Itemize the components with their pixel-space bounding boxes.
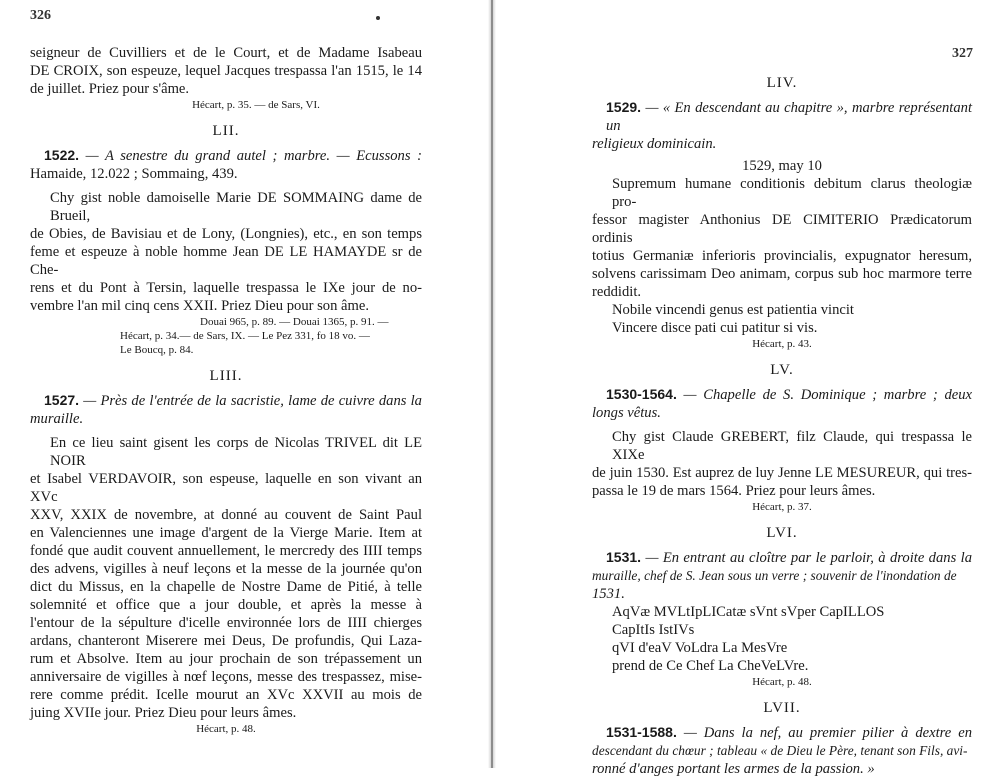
entry-desc <box>30 391 422 410</box>
text-line: l'entour de la sépulture d'icelle environnée lors de IIII chierges <box>30 615 422 631</box>
entry-desc-text: descendant du chœur ; tableau « de Dieu le Père, tenant son Fils, avi- <box>592 743 968 758</box>
entry-year: 1531-1588. <box>606 724 677 740</box>
entry-desc-text: 1531. <box>592 586 625 602</box>
entry-heading: LVII. <box>763 700 801 716</box>
entry-date: 1529, may 10 <box>742 158 822 174</box>
entry-desc-text: muraille. <box>30 411 84 427</box>
entry-desc-text: — Dans la nef, au premier pilier à dextre en <box>683 725 972 741</box>
text-line: des advens, vigilles à neuf leçons et la messe de la journée qu'on <box>30 561 422 577</box>
text-line: rere comme prédit. Icelle mourut an XVc XXVII au mois de <box>30 687 422 703</box>
verse-line: prend de Ce Chef La CheVeLVre. <box>612 658 809 674</box>
entry-heading: LVI. <box>766 525 798 541</box>
verse-line: CapItIs IstIVs <box>612 622 695 638</box>
entry-desc <box>592 548 972 567</box>
reference: Hécart, p. 34.— de Sars, IX. — Le Pez 331, fo 18 vo. — <box>120 330 370 342</box>
text-line: en Valenciennes une image d'argent de la Vierge Marie. Item at <box>30 525 422 541</box>
verse-line: Vincere disce pati cui patitur si vis. <box>612 320 818 336</box>
entry-desc-text: Hamaide, 12.022 ; Sommaing, 439. <box>30 166 238 182</box>
entry-year: 1527. <box>44 392 80 408</box>
entry-heading: LIII. <box>209 368 243 384</box>
text-line: En ce lieu saint gisent les corps de Nicolas TRIVEL dit LE NOIR <box>50 435 422 469</box>
reference: Douai 965, p. 89. — Douai 1365, p. 91. — <box>200 316 389 328</box>
text-line: passa le 19 de mars 1564. Priez pour leurs âmes. <box>592 483 876 499</box>
reference: Le Boucq, p. 84. <box>120 344 194 356</box>
text-line: solvens carissimam Deo animam, corpus sub hoc marmore terre <box>592 266 972 282</box>
entry-desc-text: religieux dominicain. <box>592 136 717 152</box>
text-line: rum et Absolve. Item au jour prochain de son trépassement un <box>30 651 422 667</box>
entry-desc-text: — A senestre du grand autel ; marbre. — Ecussons : <box>85 148 422 164</box>
entry-desc-text: longs vêtus. <box>592 405 661 421</box>
entry-desc-text: — En entrant au cloître par le parloir, à droite dans la <box>645 550 972 566</box>
text-line: de juin 1530. Est auprez de luy Jenne LE MESUREUR, qui tres- <box>592 465 972 481</box>
text-line: feme et espeuze à noble homme Jean DE LE HAMAYDE sr de Che- <box>30 244 422 278</box>
text-line: seigneur de Cuvilliers et de le Court, et de Madame Isabeau <box>30 45 422 61</box>
text-line: DE CROIX, son espeuze, lequel Jacques trespassa l'an 1515, le 14 <box>30 63 422 79</box>
entry-year: 1529. <box>606 99 642 115</box>
left-column <box>30 44 422 736</box>
text-line: rens et du Pont à Tersin, laquelle trespassa le IXe jour de no- <box>30 280 422 296</box>
verse-line: AqVæ MVLtIpLICatæ sVnt sVper CapILLOS <box>612 604 885 620</box>
text-line: Chy gist noble damoiselle Marie DE SOMMAING dame de Brueil, <box>50 190 422 224</box>
entry-desc-text: — « En descendant au chapitre », marbre représentant un <box>606 100 973 134</box>
reference: Hécart, p. 48. <box>752 676 812 688</box>
ink-dot <box>376 16 380 20</box>
text-line: dict du Missus, en la chapelle de Nostre Dame de Pitié, à telle <box>30 579 422 595</box>
verse-line: Nobile vincendi genus est patientia vincit <box>612 302 854 318</box>
text-line: de Obies, de Bavisiau et de Lony, (Longnies), etc., en son temps <box>30 226 422 242</box>
text-line: reddidit. <box>592 284 642 300</box>
entry-desc <box>592 385 972 404</box>
text-line: fondé que audit couvent annuellement, le mercredy des IIII temps <box>30 543 422 559</box>
entry-year: 1522. <box>44 147 80 163</box>
entry-desc <box>592 98 972 135</box>
entry-desc-text: muraille, chef de S. Jean sous un verre ; souvenir de l'inondation de <box>592 568 957 583</box>
page-number-left: 326 <box>30 8 51 23</box>
entry-heading: LII. <box>212 123 240 139</box>
entry-year: 1531. <box>606 549 642 565</box>
text-line: solemnité et office que a jour double, et après la messe à <box>30 597 422 613</box>
left-page <box>0 0 492 768</box>
text-line: fessor magister Anthonius DE CIMITERIO Prædicatorum ordinis <box>592 212 972 246</box>
entry-desc-text: — Près de l'entrée de la sacristie, lame de cuivre dans la <box>83 393 422 409</box>
book-gutter <box>488 0 496 768</box>
right-column <box>592 74 972 778</box>
entry-year: 1530-1564. <box>606 386 677 402</box>
reference: Hécart, p. 48. <box>196 723 256 735</box>
entry-lvi <box>592 524 972 689</box>
text-line: de juillet. Priez pour s'âme. <box>30 81 190 97</box>
text-line: Supremum humane conditionis debitum clarus theologiæ pro- <box>612 176 972 210</box>
entry-heading: LIV. <box>766 75 798 91</box>
entry-liv <box>592 74 972 351</box>
text-line: XXV, XXIX de novembre, at donné au couvent de Saint Paul <box>30 507 422 523</box>
entry-desc-text: — Chapelle de S. Dominique ; marbre ; deux <box>683 387 972 403</box>
page-number-right: 327 <box>952 46 973 61</box>
text-line: juing XVIIe jour. Priez Dieu pour leurs âmes. <box>30 705 297 721</box>
entry-desc <box>30 146 422 165</box>
verse-line: qVI d'eaV VoLdra La MesVre <box>612 640 788 656</box>
reference: Hécart, p. 35. — de Sars, VI. <box>192 99 320 111</box>
entry-lv <box>592 361 972 514</box>
text-line: ardans, chanteront Miserere mei Deus, De profundis, Qui Laza- <box>30 633 422 649</box>
right-page <box>500 0 1004 777</box>
text-line: vembre l'an mil cinq cens XXII. Priez Dieu pour son âme. <box>30 298 369 314</box>
entry-heading: LV. <box>770 362 794 378</box>
text-line: totius Germaniæ inferioris provincialis, expugnator heresum, <box>592 248 972 264</box>
entry-desc <box>592 723 972 742</box>
reference: Hécart, p. 43. <box>752 338 812 350</box>
text-line: Chy gist Claude GREBERT, filz Claude, qui trespassa le XIXe <box>612 429 972 463</box>
entry-lvii <box>592 699 972 778</box>
reference: Hécart, p. 37. <box>752 501 812 513</box>
entry-desc-text: ronné d'anges portant les armes de la passion. » <box>592 761 875 777</box>
entry-liii <box>30 367 422 736</box>
text-line: et Isabel VERDAVOIR, son espeuse, laquelle en son vivant an XVc <box>30 471 422 505</box>
text-line: anniversaire de vigilles à nœf leçons, messe des trespassez, mise- <box>30 669 422 685</box>
entry-lii <box>30 122 422 357</box>
